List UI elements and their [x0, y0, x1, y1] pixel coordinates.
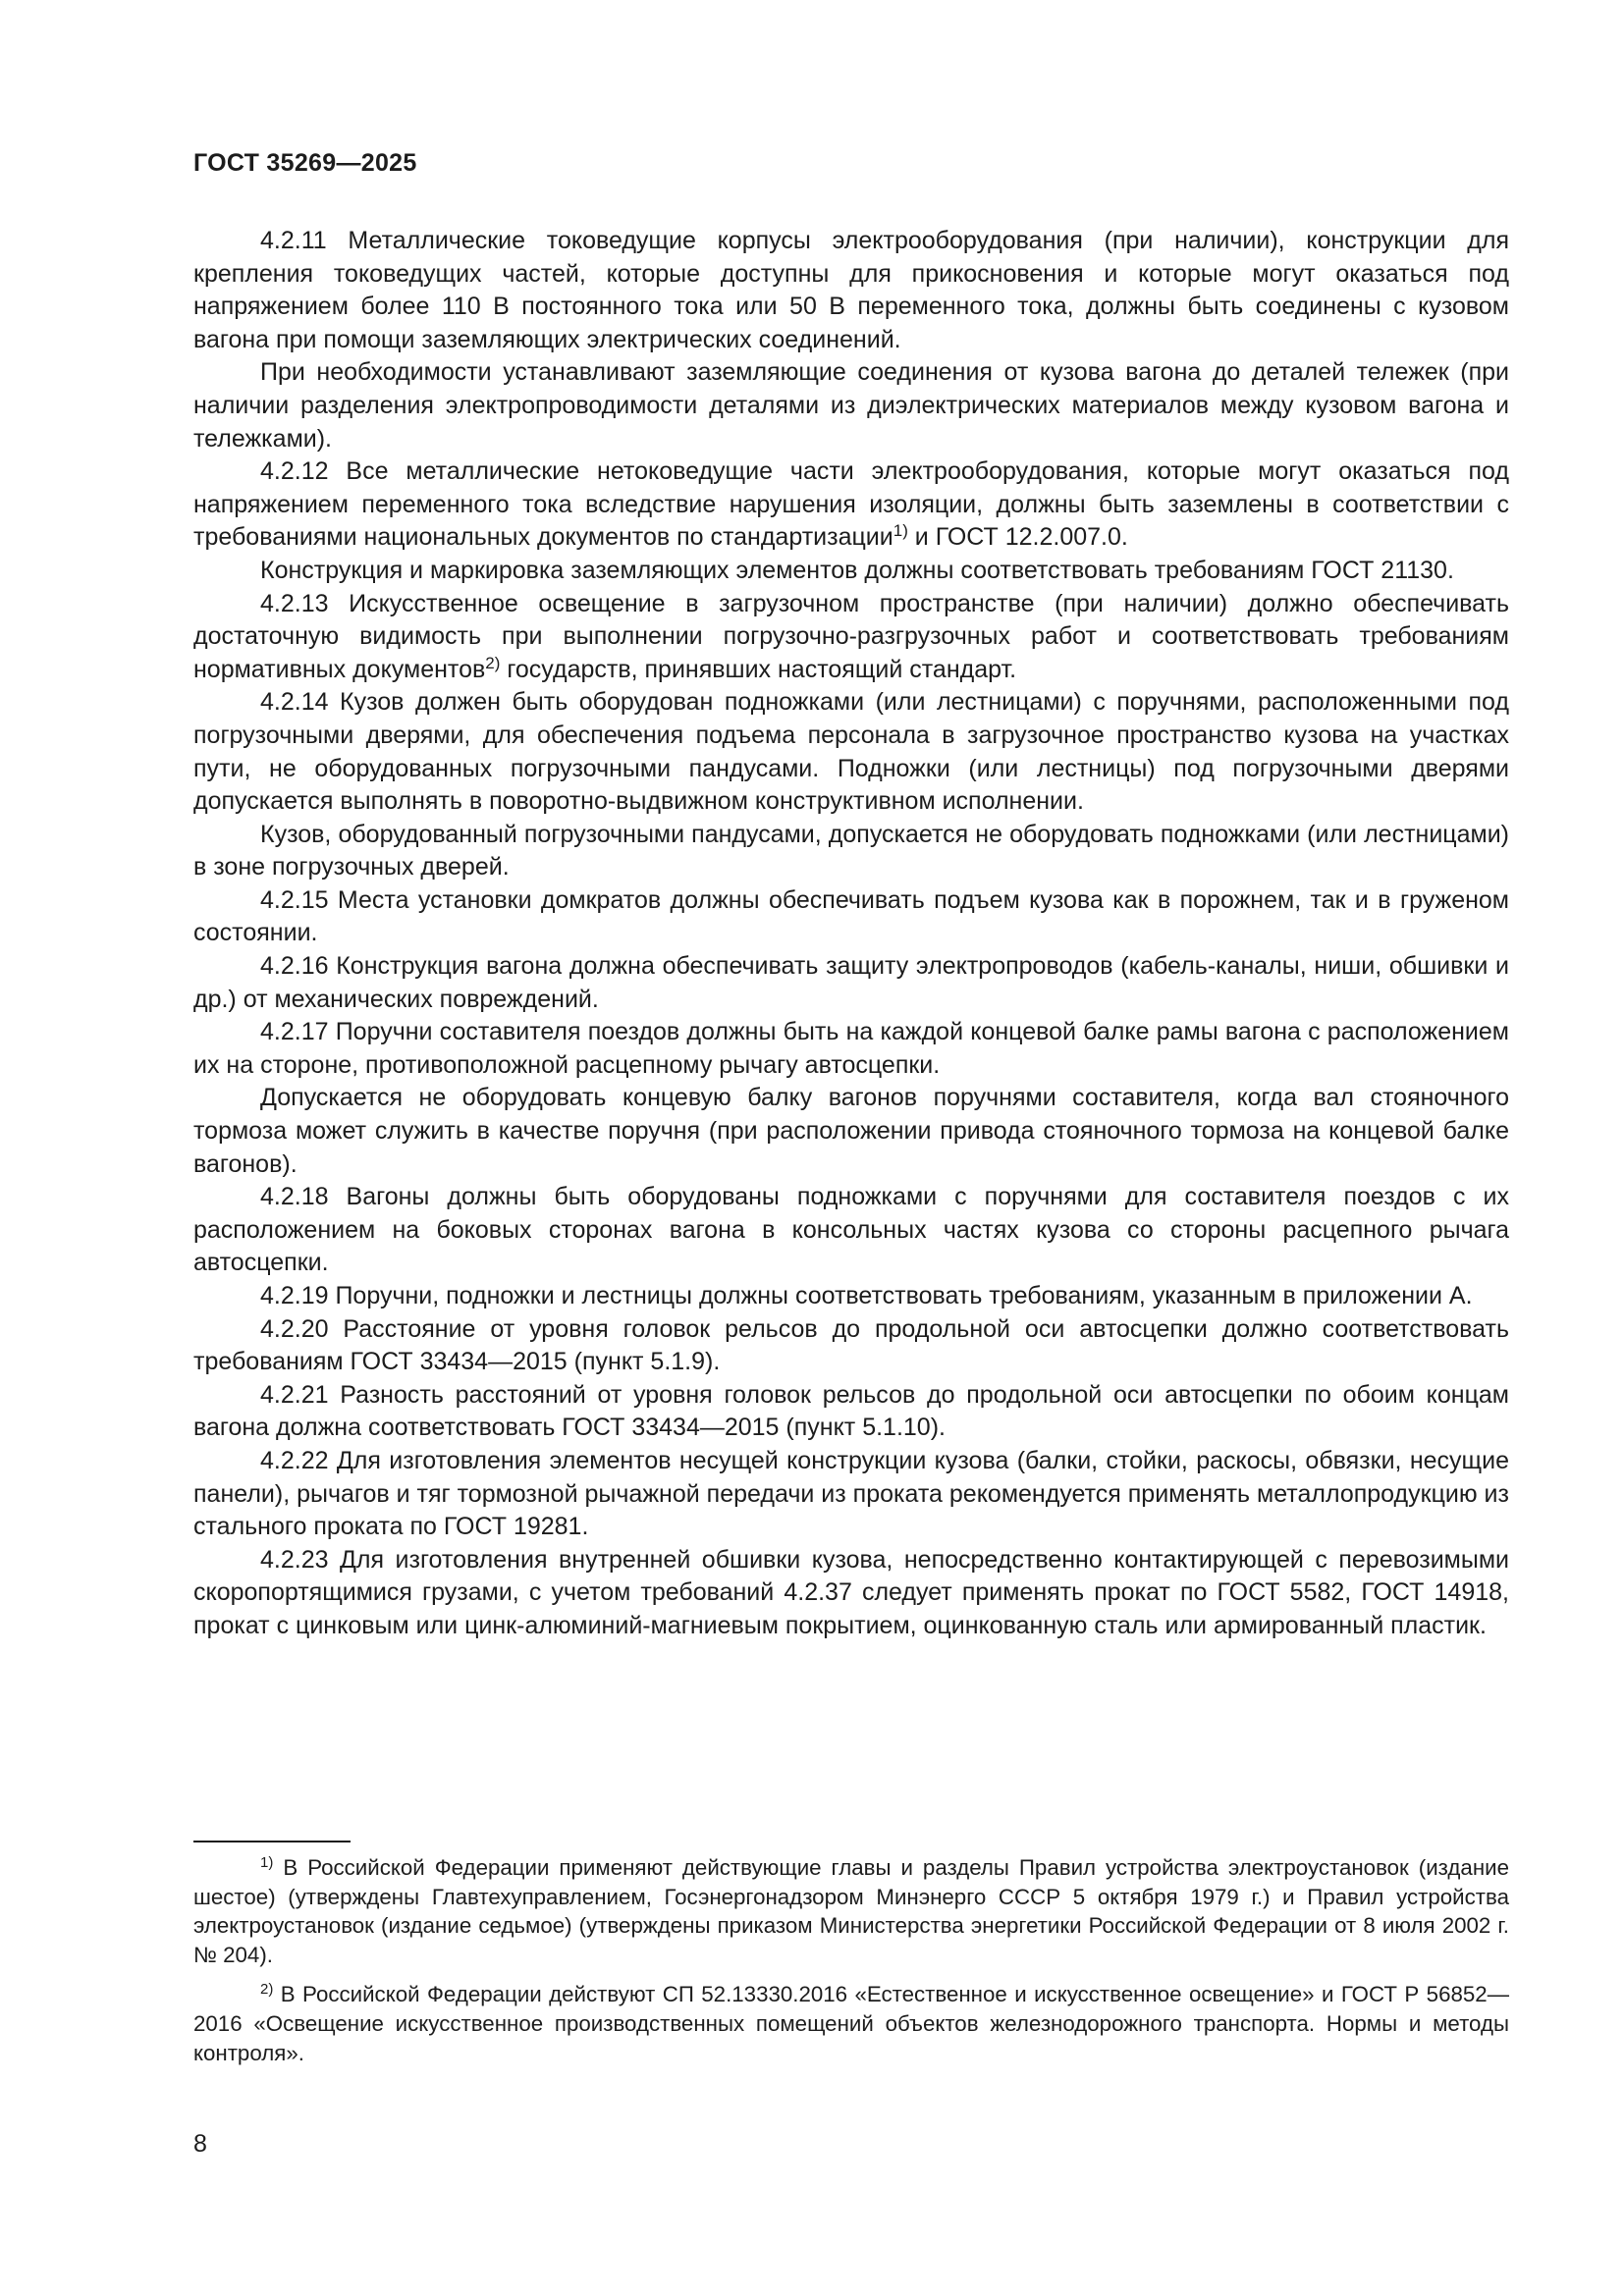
footnote-text: В Российской Федерации применяют действующие главы и разделы Правил устройства электроустановок (издание шестое) (утверждены Главтехуправлением, Госэнергонадзором Минэнерго СССР 5 октября 1979 г.) и Правил устройства электроустановок (издание седьмое) (утверждены приказом Министерства энергетики Российской Федерации от 8 июля 2002 г. № 204). [193, 1855, 1509, 1967]
paragraph-4-2-22: 4.2.22 Для изготовления элементов несущей конструкции кузова (балки, стойки, раскосы, обвязки, несущие панели), рычагов и тяг тормозной рычажной передачи из проката рекомендуется применять металлопродукцию из стального проката по ГОСТ 19281. [193, 1446, 1509, 1541]
paragraph-4-2-13 [193, 588, 1509, 687]
footnote-ref-1[interactable]: 1) [893, 521, 908, 541]
paragraph-text: 4.2.12 Все металлические нетоковедущие части электрооборудования, которые могут оказаться под напряжением переменного тока вследствие нарушения изоляции, должны быть заземлены в соответствии с требованиями национальных документов по стандартизации [193, 457, 1509, 552]
footnote-text: В Российской Федерации действуют СП 52.13330.2016 «Естественное и искусственное освещение» и ГОСТ Р 56852—2016 «Освещение искусственное производственных помещений объектов железнодорожного транспорта. Нормы и методы контроля». [193, 1982, 1509, 2065]
paragraph-text: 4.2.13 Искусственное освещение в загрузочном пространстве (при наличии) должно обеспечивать достаточную видимость при выполнении погрузочно-разгрузочных работ и соответствовать требованиям нормативных документов [193, 589, 1509, 683]
footnote-mark-2: 2) [260, 1981, 274, 1999]
footnote-ref-2[interactable]: 2) [485, 653, 501, 672]
paragraph-4-2-21: 4.2.21 Разность расстояний от уровня головок рельсов до продольной оси автосцепки по обоим концам вагона должна соответствовать ГОСТ 33434—2015 (пункт 5.1.10). [193, 1380, 1509, 1442]
document-header: ГОСТ 35269—2025 [193, 149, 417, 177]
footnotes [193, 1853, 1509, 2078]
footnote-mark-1: 1) [260, 1854, 274, 1871]
paragraph-4-2-14: 4.2.14 Кузов должен быть оборудован подножками (или лестницами) с поручнями, расположенными под погрузочными дверями, для обеспечения подъема персонала в загрузочное пространство кузова на участках пути, не оборудованных погрузочными пандусами. Подножки (или лестницы) под погрузочными дверями допускается выполнять в поворотно-выдвижном конструктивном исполнении. [193, 688, 1509, 816]
paragraph-text: государств, принявших настоящий стандарт. [500, 655, 1017, 683]
paragraph-4-2-23: 4.2.23 Для изготовления внутренней обшивки кузова, непосредственно контактирующей с перевозимыми скоропортящимися грузами, с учетом требований 4.2.37 следует применять прокат по ГОСТ 5582, ГОСТ 14918, прокат с цинковым или цинк-алюминий-магниевым покрытием, оцинкованную сталь или армированный пластик. [193, 1545, 1509, 1639]
footnote-2 [193, 1980, 1509, 2067]
main-text [193, 225, 1509, 1643]
paragraph-grounding-bogies: При необходимости устанавливают заземляющие соединения от кузова вагона до деталей тележек (при наличии разделения электропроводимости деталями из диэлектрических материалов между кузовом вагона и тележками). [193, 358, 1509, 453]
paragraph-ramps: Кузов, оборудованный погрузочными пандусами, допускается не оборудовать подножками (или лестницами) в зоне погрузочных дверей. [193, 820, 1509, 881]
paragraph-4-2-15: 4.2.15 Места установки домкратов должны обеспечивать подъем кузова как в порожнем, так и в груженом состоянии. [193, 885, 1509, 947]
paragraph-4-2-18: 4.2.18 Вагоны должны быть оборудованы подножками с поручнями для составителя поездов с их расположением на боковых сторонах вагона в консольных частях кузова со стороны расцепного рычага автосцепки. [193, 1183, 1509, 1277]
paragraph-text: и ГОСТ 12.2.007.0. [907, 523, 1128, 552]
paragraph-4-2-19: 4.2.19 Поручни, подножки и лестницы должны соответствовать требованиям, указанным в приложении А. [260, 1282, 1473, 1309]
page-number: 8 [193, 2130, 207, 2158]
paragraph-grounding-marking: Конструкция и маркировка заземляющих элементов должны соответствовать требованиям ГОСТ 21130. [260, 556, 1454, 584]
paragraph-4-2-11: 4.2.11 Металлические токоведущие корпусы электрооборудования (при наличии), конструкции для крепления токоведущих частей, которые доступны для прикосновения и которые могут оказаться под напряжением более 110 В постоянного тока или 50 В переменного тока, должны быть соединены с кузовом вагона при помощи заземляющих электрических соединений. [193, 227, 1509, 353]
paragraph-4-2-20: 4.2.20 Расстояние от уровня головок рельсов до продольной оси автосцепки должно соответствовать требованиям ГОСТ 33434—2015 (пункт 5.1.9). [193, 1314, 1509, 1376]
paragraph-4-2-16: 4.2.16 Конструкция вагона должна обеспечивать защиту электропроводов (кабель-каналы, ниши, обшивки и др.) от механических повреждений. [193, 952, 1509, 1013]
paragraph-parking-brake: Допускается не оборудовать концевую балку вагонов поручнями составителя, когда вал стояночного тормоза может служить в качестве поручня (при расположении привода стояночного тормоза на концевой балке вагонов). [193, 1084, 1509, 1178]
paragraph-4-2-12 [193, 455, 1509, 555]
paragraph-4-2-17: 4.2.17 Поручни составителя поездов должны быть на каждой концевой балке рамы вагона с расположением их на стороне, противоположной расцепному рычагу автосцепки. [193, 1018, 1509, 1079]
footnote-1 [193, 1853, 1509, 1969]
footnote-divider [193, 1841, 351, 1842]
